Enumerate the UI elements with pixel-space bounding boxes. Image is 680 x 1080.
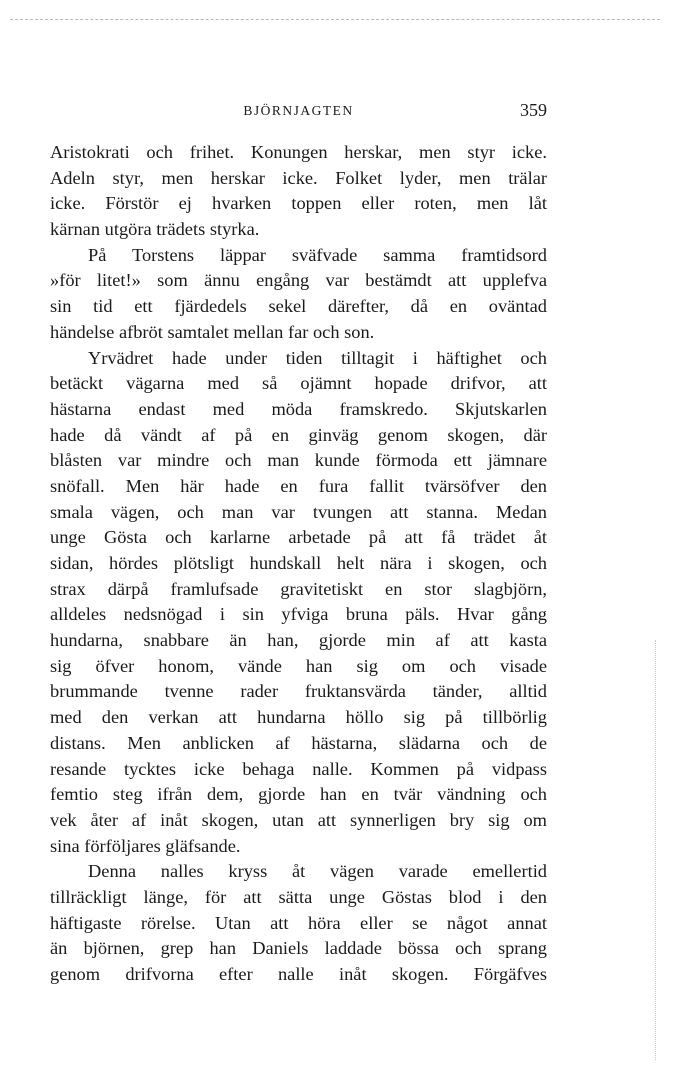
text-line: strax därpå framlufsade gravitetiskt en stor slagbjörn, [50,578,547,599]
text-line: unge Gösta och karlarne arbetade på att få trädet åt [50,527,547,548]
text-line: Aristokrati och frihet. Konungen herskar, men styr icke. [50,142,547,162]
text-line: sig öfver honom, vände han sig om och visade [50,655,547,676]
text-line: med den verkan att hundarna höllo sig på tillbörlig [50,707,547,728]
body-text [50,140,547,988]
text-line: tillräckligt länge, för att sätta unge Göstas blod i den [50,886,547,907]
page-number: 359 [520,100,547,120]
text-line: häftigaste rörelse. Utan att höra eller se något annat [50,912,547,933]
scan-specks [655,640,656,1060]
text-line: distans. Men anblicken af hästarna, slädarna och de [50,732,547,753]
text-line: kärnan utgöra trädets styrka. [50,219,260,240]
text-line: brummande tvenne rader fruktansvärda tänder, alltid [50,681,547,702]
text-line: händelse afbröt samtalet mellan far och son. [50,321,375,342]
running-title: BJÖRNJAGTEN [243,103,354,118]
text-line: hästarna endast med möda framskredo. Skjutskarlen [50,398,547,419]
text-line: Adeln styr, men herskar icke. Folket lyder, men trälar [50,167,547,188]
text-line: genom drifvorna efter nalle inåt skogen. Förgäfves [50,964,547,984]
text-line: Yrvädret hade under tiden tilltagit i häftighet och [88,347,547,368]
text-line: betäckt vägarna med så ojämnt hopade drifvor, att [50,373,547,394]
scan-edge-rule [10,19,660,20]
text-line: sidan, hördes plötsligt hundskall helt nära i skogen, och [50,553,547,573]
text-line: snöfall. Men här hade en fura fallit tvärsöfver den [50,475,547,496]
text-line: »för litet!» som ännu engång var bestämdt att upplefva [50,270,547,291]
text-line: resande tycktes icke behaga nalle. Kommen på vidpass [50,758,547,779]
text-line: blåsten var mindre och man kunde förmoda ett jämnare [50,450,547,471]
text-line: smala vägen, och man var tvungen att stanna. Medan [50,501,547,522]
text-line: På Torstens läppar sväfvade samma framtidsord [88,244,547,265]
text-line: icke. Förstör ej hvarken toppen eller roten, men låt [50,193,547,214]
text-line: hundarna, snabbare än han, gjorde min af att kasta [50,630,547,651]
page-header [50,100,547,124]
text-line: vek åter af inåt skogen, utan att synnerligen bry sig om [50,809,547,830]
text-line: än björnen, grep han Daniels laddade bössa och sprang [50,938,547,959]
text-line: Denna nalles kryss åt vägen varade emellertid [88,861,547,882]
text-line: femtio steg ifrån dem, gjorde han en tvär vändning och [50,784,547,805]
text-line: alldeles nedsnögad i sin yfviga bruna päls. Hvar gång [50,604,547,625]
text-line: hade då vändt af på en ginväg genom skogen, där [50,424,547,445]
text-line: sin tid ett fjärdedels sekel därefter, då en oväntad [50,296,547,317]
text-line: sina förföljares gläfsande. [50,835,241,856]
